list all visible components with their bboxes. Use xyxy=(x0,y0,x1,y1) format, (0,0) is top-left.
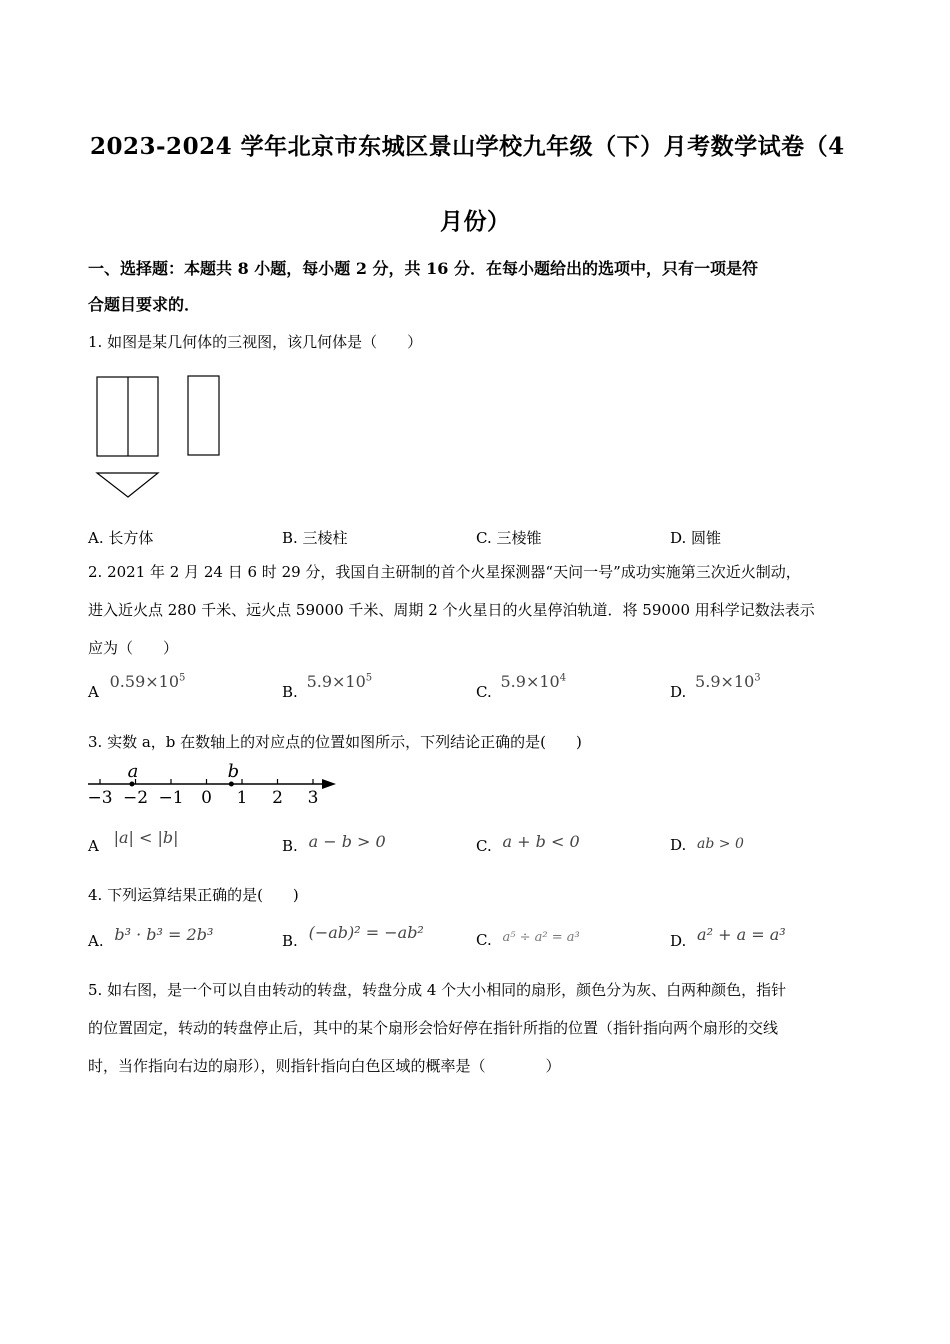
q4-option-b[interactable] xyxy=(282,923,424,950)
q3-option-a[interactable] xyxy=(88,828,179,855)
number-line-arrow xyxy=(322,779,336,789)
number-line-tick-label: −3 xyxy=(87,788,113,808)
option-expr: a² + a = a³ xyxy=(697,925,786,944)
option-letter: B. xyxy=(282,837,298,855)
option-expr: a⁵ ÷ a² = a³ xyxy=(502,930,580,945)
q5-stem-line2: 的位置固定，转动的转盘停止后，其中的某个扇形会恰好停在指针所指的位置（指针指向两个扇形的交线 xyxy=(88,1019,779,1037)
option-expr: a + b < 0 xyxy=(502,832,580,851)
option-expr xyxy=(110,672,186,691)
expr-exponent: 5 xyxy=(365,672,373,684)
number-line-tick-label: 1 xyxy=(236,788,248,808)
top-view-triangle xyxy=(97,473,158,497)
option-expr xyxy=(695,672,761,691)
expr-base: 5.9×10 xyxy=(695,672,755,691)
expr-exponent: 4 xyxy=(559,672,567,684)
q5-stem-line1: 5. 如右图，是一个可以自由转动的转盘，转盘分成 4 个大小相同的扇形，颜色分为灰、白两种颜色，指针 xyxy=(88,981,787,999)
point-b-label: b xyxy=(227,761,240,782)
number-line xyxy=(86,760,340,810)
option-expr xyxy=(501,672,567,691)
expr-exponent: 3 xyxy=(754,672,761,684)
q3-option-b[interactable] xyxy=(282,832,386,855)
q4-option-a[interactable] xyxy=(88,925,214,950)
q1-stem: 1. 如图是某几何体的三视图，该几何体是（ ） xyxy=(88,333,423,351)
q5-stem-line3: 时，当作指向右边的扇形），则指针指向白色区域的概率是（ ） xyxy=(88,1057,561,1075)
option-letter: B. xyxy=(282,932,298,950)
page-title-line1: 2023-2024 学年北京市东城区景山学校九年级（下）月考数学试卷（4 xyxy=(90,133,845,160)
side-view xyxy=(188,376,219,455)
expr-base: 5.9×10 xyxy=(306,672,366,691)
q4-option-c[interactable] xyxy=(476,931,580,949)
point-a-marker xyxy=(129,782,134,787)
q3-stem: 3. 实数 a，b 在数轴上的对应点的位置如图所示，下列结论正确的是( ) xyxy=(88,733,582,751)
option-expr: (−ab)² = −ab² xyxy=(308,923,424,942)
section-heading-line2: 合题目要求的． xyxy=(88,295,201,314)
number-line-tick-label: 2 xyxy=(272,788,283,808)
option-letter: C. xyxy=(476,683,492,701)
q1-option-d[interactable]: D. 圆锥 xyxy=(670,529,722,547)
option-expr: a − b > 0 xyxy=(308,832,386,851)
q3-option-c[interactable] xyxy=(476,832,580,855)
option-expr: |a| < |b| xyxy=(113,828,179,847)
page-title-line2: 月份） xyxy=(440,208,511,235)
expr-base: 5.9×10 xyxy=(500,672,560,691)
option-letter: C. xyxy=(476,931,492,949)
number-line-tick-label: 3 xyxy=(307,788,319,808)
number-line-tick-label: 0 xyxy=(201,788,212,808)
expr-exponent: 5 xyxy=(179,672,186,684)
number-line-tick-label: −2 xyxy=(122,788,149,808)
q1-option-a[interactable]: A. 长方体 xyxy=(88,529,154,547)
number-line-tick-label: −1 xyxy=(158,788,184,808)
q1-option-b[interactable]: B. 三棱柱 xyxy=(282,529,348,547)
option-expr: ab > 0 xyxy=(697,836,744,852)
point-b-marker xyxy=(229,782,234,787)
q4-option-d[interactable] xyxy=(670,925,786,950)
option-letter: A. xyxy=(88,932,104,950)
q4-stem: 4. 下列运算结果正确的是( ) xyxy=(88,886,299,904)
option-letter: C. xyxy=(476,837,492,855)
number-line-labels xyxy=(87,788,318,808)
expr-base: 0.59×10 xyxy=(109,672,180,691)
option-expr xyxy=(307,672,373,691)
option-letter: A xyxy=(88,683,99,701)
q2-stem-line3: 应为（ ） xyxy=(88,639,179,657)
option-letter: D. xyxy=(670,836,687,854)
option-letter: D. xyxy=(670,683,687,701)
three-view-figure xyxy=(90,370,230,502)
point-a-label: a xyxy=(127,761,139,782)
q1-option-c[interactable]: C. 三棱锥 xyxy=(476,529,542,547)
section-heading-line1: 一、选择题：本题共 8 小题，每小题 2 分，共 16 分．在每小题给出的选项中，只有一项是符 xyxy=(88,259,758,278)
q3-option-d[interactable] xyxy=(670,836,744,854)
q2-stem-line2: 进入近火点 280 千米、远火点 59000 千米、周期 2 个火星日的火星停泊轨道．将 59000 用科学记数法表示 xyxy=(88,601,815,619)
option-letter: D. xyxy=(670,932,687,950)
option-letter: A xyxy=(88,837,99,855)
q2-stem-line1: 2. 2021 年 2 月 24 日 6 时 29 分，我国自主研制的首个火星探测器“天问一号”成功实施第三次近火制动， xyxy=(88,563,801,581)
option-expr: b³ · b³ = 2b³ xyxy=(114,925,214,944)
option-letter: B. xyxy=(282,683,298,701)
